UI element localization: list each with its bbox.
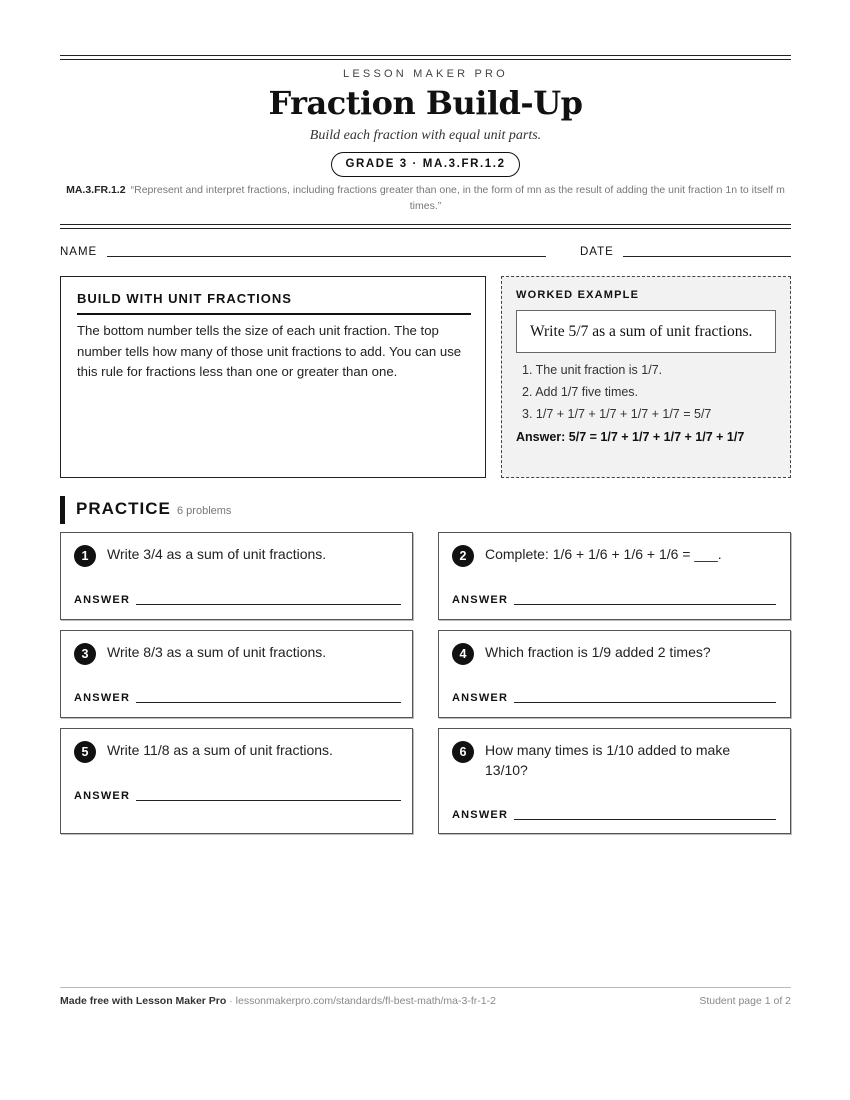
header-top-rule	[60, 55, 791, 60]
header-bottom-rule	[60, 224, 791, 229]
worked-example-answer: Answer: 5/7 = 1/7 + 1/7 + 1/7 + 1/7 + 1/7	[516, 430, 745, 444]
problem-card-5	[60, 728, 413, 834]
answer-label: ANSWER	[74, 692, 131, 704]
build-box-divider	[77, 313, 471, 315]
standard-code: MA.3.FR.1.2	[66, 184, 126, 196]
page-title: Fraction Build-Up	[268, 84, 583, 122]
answer-line-5[interactable]	[136, 800, 401, 801]
problem-number-badge: 6	[452, 741, 474, 763]
problem-number-badge: 4	[452, 643, 474, 665]
answer-line-3[interactable]	[136, 702, 401, 703]
answer-line-1[interactable]	[136, 604, 401, 605]
build-with-unit-fractions-box	[60, 276, 486, 478]
brand-name: LESSON MAKER PRO	[343, 68, 508, 80]
problem-text: Write 8/3 as a sum of unit fractions.	[107, 644, 327, 660]
standard-text: “Represent and interpret fractions, including fractions greater than one, in the form of mn as the result of adding the unit fraction 1n to itself m times.”	[130, 184, 785, 212]
grade-badge: GRADE 3 · MA.3.FR.1.2	[331, 152, 520, 177]
problem-text: Write 11/8 as a sum of unit fractions.	[107, 742, 333, 758]
worksheet-page	[60, 0, 791, 1100]
problem-number-badge: 3	[74, 643, 96, 665]
worked-example-step: 3. 1/7 + 1/7 + 1/7 + 1/7 + 1/7 = 5/7	[522, 407, 712, 421]
problem-text: Write 3/4 as a sum of unit fractions.	[107, 546, 327, 562]
worked-example-title: WORKED EXAMPLE	[516, 289, 640, 301]
footer-divider	[60, 987, 791, 988]
standard-statement	[60, 182, 791, 214]
problem-card-2	[438, 532, 791, 620]
practice-accent-bar	[60, 496, 65, 524]
problem-number-badge: 1	[74, 545, 96, 567]
build-box-title: BUILD WITH UNIT FRACTIONS	[77, 291, 292, 306]
answer-label: ANSWER	[452, 594, 509, 606]
footer-page-number: Student page 1 of 2	[699, 995, 791, 1007]
name-label: NAME	[60, 246, 98, 258]
answer-line-4[interactable]	[514, 702, 776, 703]
worked-example-step: 1. The unit fraction is 1/7.	[522, 363, 663, 377]
problem-number-badge: 5	[74, 741, 96, 763]
answer-line-2[interactable]	[514, 604, 776, 605]
build-box-text: The bottom number tells the size of each unit fraction. The top number tells how many of those unit fractions to add. You can use this rule for fractions less than one or greater than one.	[77, 323, 462, 379]
problem-number-badge: 2	[452, 545, 474, 567]
problem-card-3	[60, 630, 413, 718]
name-field[interactable]	[107, 256, 546, 257]
worked-example-prompt: Write 5/7 as a sum of unit fractions.	[516, 310, 776, 353]
problem-card-6	[438, 728, 791, 834]
worked-example-step: 2. Add 1/7 five times.	[522, 385, 639, 399]
problem-text: Complete: 1/6 + 1/6 + 1/6 + 1/6 = ___.	[485, 546, 722, 562]
practice-heading: PRACTICE	[76, 499, 171, 518]
problem-text: Which fraction is 1/9 added 2 times?	[485, 644, 711, 660]
footer-separator: ·	[226, 995, 236, 1007]
practice-count: 6 problems	[177, 505, 232, 517]
problem-text: How many times is 1/10 added to make 13/10?	[485, 742, 731, 778]
answer-label: ANSWER	[452, 809, 509, 821]
date-field[interactable]	[623, 256, 791, 257]
answer-label: ANSWER	[74, 594, 131, 606]
footer-url-link[interactable]: lessonmakerpro.com/standards/fl-best-math/ma-3-fr-1-2	[235, 995, 496, 1007]
date-label: DATE	[580, 246, 614, 258]
problem-card-1	[60, 532, 413, 620]
worked-example-steps	[522, 359, 711, 425]
answer-label: ANSWER	[74, 790, 131, 802]
footer-made-with: Made free with Lesson Maker Pro	[60, 995, 227, 1007]
page-subtitle: Build each fraction with equal unit parts.	[309, 128, 542, 143]
answer-label: ANSWER	[452, 692, 509, 704]
answer-line-6[interactable]	[514, 819, 776, 820]
worked-example-box	[501, 276, 791, 478]
problem-card-4	[438, 630, 791, 718]
footer-credit	[60, 995, 496, 1007]
